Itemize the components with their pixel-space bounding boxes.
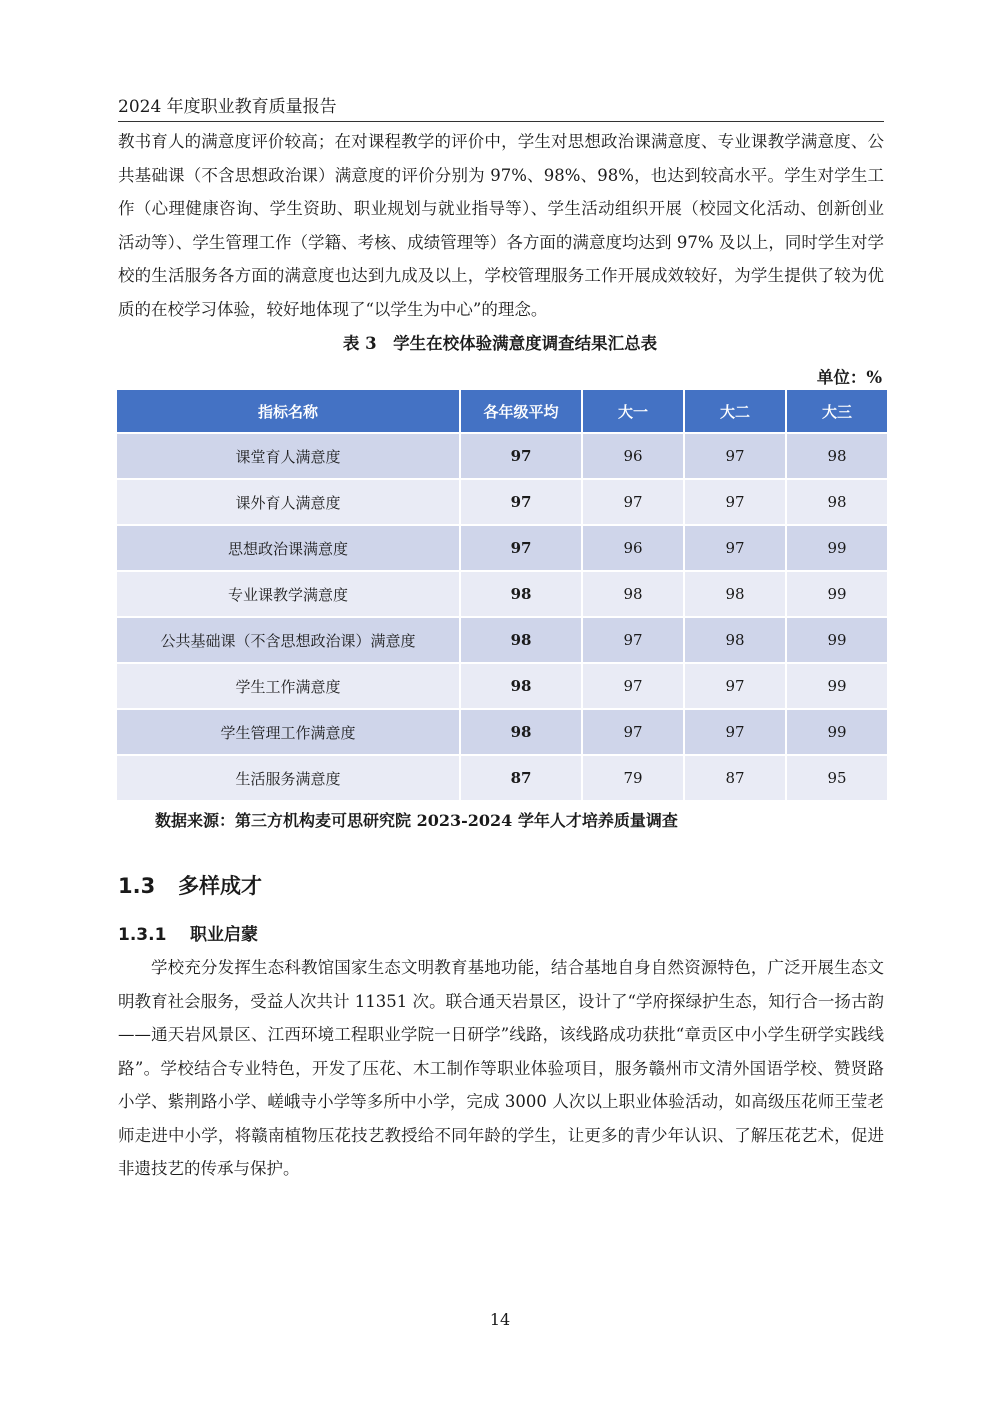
section-number: 1.3 xyxy=(118,874,156,898)
table-row xyxy=(117,618,887,662)
cell-year-1: 97 xyxy=(583,618,683,662)
cell-year-1: 97 xyxy=(583,480,683,524)
table-row xyxy=(117,756,887,800)
page-number: 14 xyxy=(489,1310,511,1329)
cell-indicator: 学生管理工作满意度 xyxy=(117,710,459,754)
satisfaction-table xyxy=(115,388,889,802)
cell-year-3: 99 xyxy=(787,618,887,662)
header-average: 各年级平均 xyxy=(461,390,581,432)
cell-year-2: 98 xyxy=(685,618,785,662)
cell-year-2: 97 xyxy=(685,526,785,570)
cell-year-1: 79 xyxy=(583,756,683,800)
cell-year-3: 98 xyxy=(787,480,887,524)
table-row xyxy=(117,710,887,754)
cell-year-2: 97 xyxy=(685,434,785,478)
table-header-row xyxy=(117,390,887,432)
cell-average: 98 xyxy=(461,710,581,754)
cell-year-3: 99 xyxy=(787,710,887,754)
cell-year-3: 95 xyxy=(787,756,887,800)
cell-indicator: 生活服务满意度 xyxy=(117,756,459,800)
cell-year-2: 87 xyxy=(685,756,785,800)
section-paragraph: 学校充分发挥生态科教馆国家生态文明教育基地功能，结合基地自身自然资源特色，广泛开展生态文明教育社会服务，受益人次共计 11351 次。联合通天岩景区，设计了“学府探绿护生态，知行合一扬古韵——通天岩风景区、江西环境工程职业学院一日研学”线路，该线路成功获批“章贡区中小学生研学实践线路”。学校结合专业特色，开发了压花、木工制作等职业体验项目，服务赣州市文清外国语学校、赞贤路小学、紫荆路小学、嵯峨寺小学等多所中小学，完成 3000 人次以上职业体验活动，如高级压花师王莹老师走进中小学，将赣南植物压花技艺教授给不同年龄的学生，让更多的青少年认识、了解压花艺术，促进非遗技艺的传承与保护。 xyxy=(118,958,884,1178)
cell-year-1: 98 xyxy=(583,572,683,616)
cell-average: 97 xyxy=(461,480,581,524)
cell-year-1: 96 xyxy=(583,526,683,570)
subsection-heading xyxy=(118,920,258,945)
section-title: 多样成才 xyxy=(178,874,262,898)
header-year-2: 大二 xyxy=(685,390,785,432)
cell-year-2: 97 xyxy=(685,480,785,524)
subsection-title: 职业启蒙 xyxy=(190,925,258,945)
header-year-1: 大一 xyxy=(583,390,683,432)
cell-indicator: 专业课教学满意度 xyxy=(117,572,459,616)
table-row xyxy=(117,434,887,478)
cell-indicator: 课堂育人满意度 xyxy=(117,434,459,478)
cell-average: 98 xyxy=(461,664,581,708)
cell-year-2: 98 xyxy=(685,572,785,616)
cell-average: 98 xyxy=(461,618,581,662)
cell-year-1: 96 xyxy=(583,434,683,478)
cell-indicator: 学生工作满意度 xyxy=(117,664,459,708)
table-row xyxy=(117,526,887,570)
header-indicator: 指标名称 xyxy=(117,390,459,432)
intro-paragraph: 教书育人的满意度评价较高；在对课程教学的评价中，学生对思想政治课满意度、专业课教学满意度、公共基础课（不含思想政治课）满意度的评价分别为 97%、98%、98%，也达到较高水平。学生对学生工作（心理健康咨询、学生资助、职业规划与就业指导等）、学生活动组织开展（校园文化活动、创新创业活动等）、学生管理工作（学籍、考核、成绩管理等）各方面的满意度均达到 97% 及以上，同时学生对学校的生活服务各方面的满意度也达到九成及以上，学校管理服务工作开展成效较好，为学生提供了较为优质的在校学习体验，较好地体现了“以学生为中心”的理念。 xyxy=(118,132,884,319)
cell-average: 97 xyxy=(461,526,581,570)
cell-indicator: 课外育人满意度 xyxy=(117,480,459,524)
cell-year-2: 97 xyxy=(685,664,785,708)
table-row xyxy=(117,572,887,616)
cell-average: 87 xyxy=(461,756,581,800)
cell-year-1: 97 xyxy=(583,710,683,754)
cell-indicator: 思想政治课满意度 xyxy=(117,526,459,570)
subsection-number: 1.3.1 xyxy=(118,925,167,945)
table-unit: 单位：% xyxy=(816,368,882,387)
cell-year-3: 98 xyxy=(787,434,887,478)
table-row xyxy=(117,664,887,708)
cell-year-3: 99 xyxy=(787,572,887,616)
section-heading xyxy=(118,870,262,900)
page-header: 2024 年度职业教育质量报告 xyxy=(118,92,884,122)
cell-year-3: 99 xyxy=(787,664,887,708)
header-year-3: 大三 xyxy=(787,390,887,432)
cell-year-3: 99 xyxy=(787,526,887,570)
cell-average: 97 xyxy=(461,434,581,478)
cell-indicator: 公共基础课（不含思想政治课）满意度 xyxy=(117,618,459,662)
data-source-note: 数据来源：第三方机构麦可思研究院 2023-2024 学年人才培养质量调查 xyxy=(155,811,678,830)
cell-average: 98 xyxy=(461,572,581,616)
cell-year-2: 97 xyxy=(685,710,785,754)
cell-year-1: 97 xyxy=(583,664,683,708)
table-row xyxy=(117,480,887,524)
table-caption: 表 3 学生在校体验满意度调查结果汇总表 xyxy=(342,334,658,353)
